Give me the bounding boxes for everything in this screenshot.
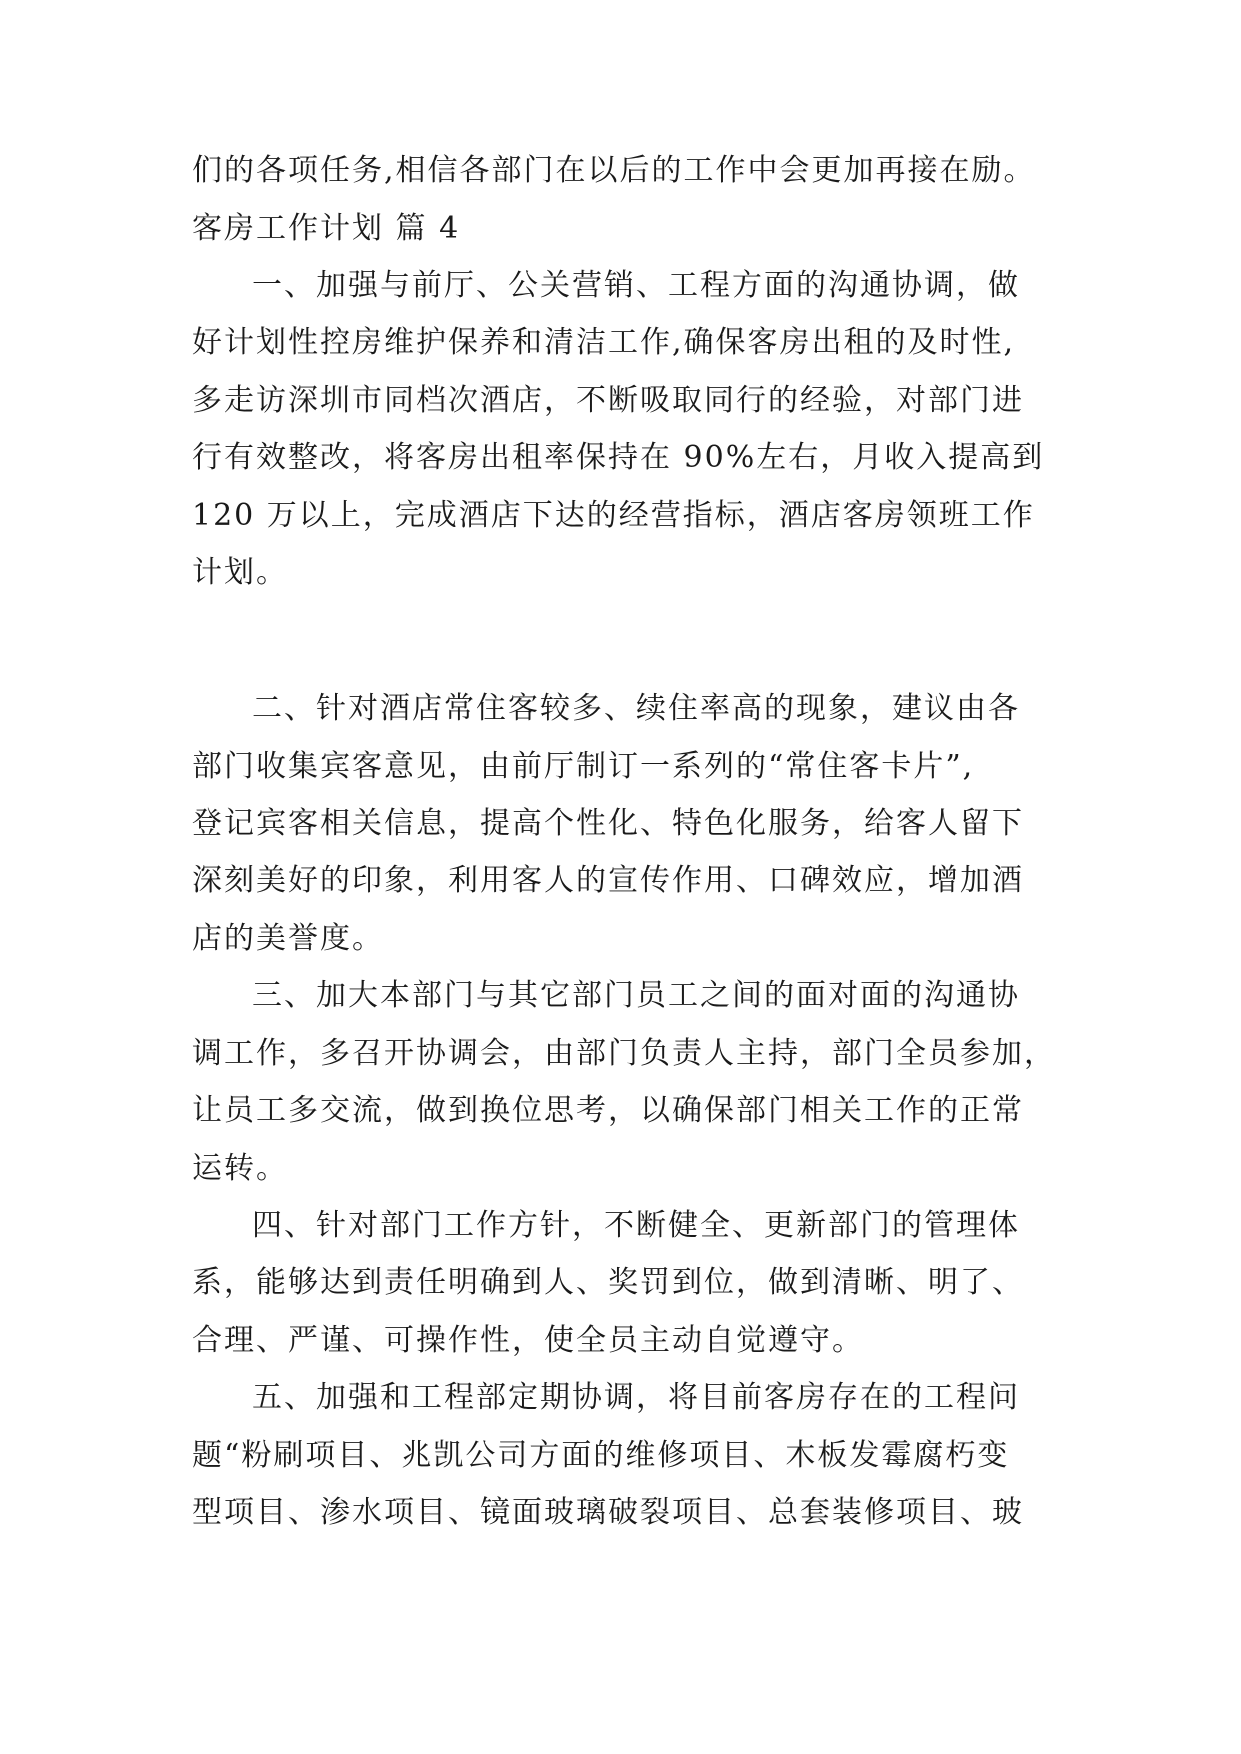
text-line: 系，能够达到责任明确到人、奖罚到位，做到清晰、明了、	[192, 1265, 1024, 1300]
text-line: 让员工多交流，做到换位思考，以确保部门相关工作的正常	[192, 1093, 1024, 1128]
text-line: 登记宾客相关信息，提高个性化、特色化服务，给客人留下	[192, 806, 1024, 841]
text-line: 题“粉刷项目、兆凯公司方面的维修项目、木板发霉腐朽变	[192, 1438, 1010, 1473]
text-line: 运转。	[192, 1151, 288, 1186]
text-line: 们的各项任务,相信各部门在以后的工作中会更加再接在励。	[192, 153, 1036, 188]
text-line: 部门收集宾客意见，由前厅制订一系列的“常住客卡片”,	[192, 749, 975, 784]
text-line: 计划。	[192, 555, 288, 590]
text-line: 三、加大本部门与其它部门员工之间的面对面的沟通协	[252, 978, 1020, 1013]
text-line: 店的美誉度。	[192, 921, 384, 956]
section-heading: 客房工作计划 篇 4	[192, 211, 461, 246]
text-line: 深刻美好的印象，利用客人的宣传作用、口碑效应，增加酒	[192, 863, 1024, 898]
text-line: 一、加强与前厅、公关营销、工程方面的沟通协调，做	[252, 268, 1020, 303]
text-line: 五、加强和工程部定期协调，将目前客房存在的工程问	[252, 1380, 1020, 1415]
text-line: 型项目、渗水项目、镜面玻璃破裂项目、总套装修项目、玻	[192, 1495, 1024, 1530]
text-line: 二、针对酒店常住客较多、续住率高的现象，建议由各	[252, 691, 1020, 726]
text-line: 行有效整改，将客房出租率保持在 90%左右，月收入提高到	[192, 440, 1045, 475]
text-line: 120 万以上，完成酒店下达的经营指标，酒店客房领班工作	[192, 498, 1035, 533]
text-line: 好计划性控房维护保养和清洁工作,确保客房出租的及时性,	[192, 325, 1016, 360]
text-line: 合理、严谨、可操作性，使全员主动自觉遵守。	[192, 1323, 864, 1358]
text-line: 四、针对部门工作方针，不断健全、更新部门的管理体	[252, 1208, 1020, 1243]
text-line: 调工作，多召开协调会，由部门负责人主持，部门全员参加，	[192, 1036, 1056, 1071]
text-line: 多走访深圳市同档次酒店，不断吸取同行的经验，对部门进	[192, 383, 1024, 418]
